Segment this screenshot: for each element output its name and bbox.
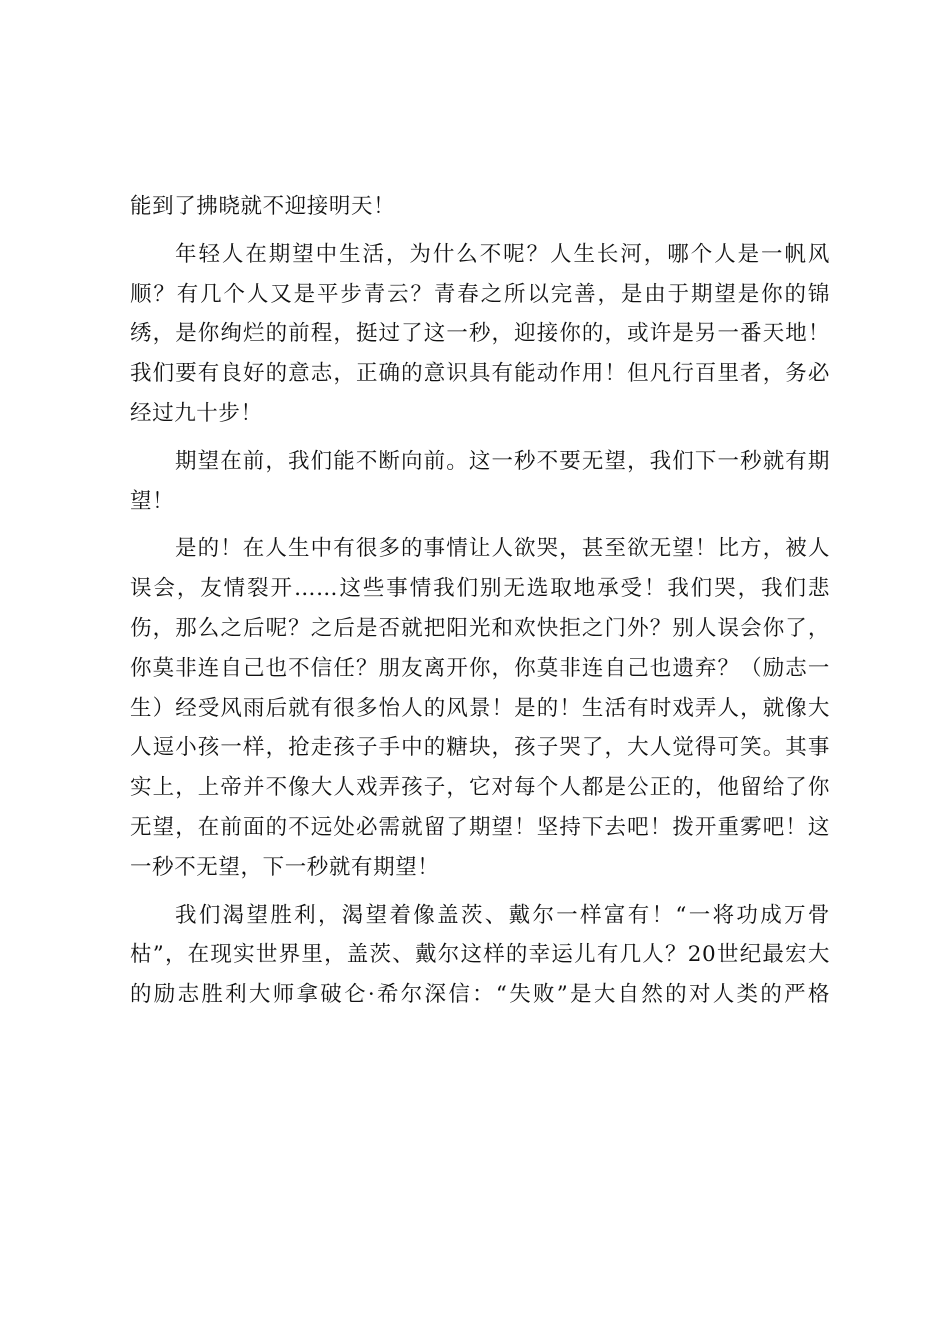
body-text [130,187,830,1015]
text-line: 误会，友情裂开……这些事情我们别无选取地承受！我们哭，我们悲 [130,576,830,602]
text-line: 枯”，在现实世界里，盖茨、戴尔这样的幸运儿有几人？20世纪最宏大 [130,942,830,968]
text-line: 期望在前，我们能不断向前。这一秒不要无望，我们下一秒就有期 [175,448,830,474]
text-line: 绣，是你绚烂的前程，挺过了这一秒，迎接你的，或许是另一番天地！ [130,321,830,347]
text-line: 无望，在前面的不远处必需就留了期望！坚持下去吧！拨开重雾吧！这 [130,814,830,840]
text-line: 是的！在人生中有很多的事情让人欲哭，甚至欲无望！比方，被人 [175,536,830,562]
text-line: 望！ [130,488,175,514]
paragraph [130,442,830,522]
text-line: 顺？有几个人又是平步青云？青春之所以完善，是由于期望是你的锦 [130,281,830,307]
text-line: 能到了拂晓就不迎接明天！ [130,194,396,219]
text-line: 生）经受风雨后就有很多怡人的风景！是的！生活有时戏弄人，就像大 [130,695,830,721]
text-line: 人逗小孩一样，抢走孩子手中的糖块，孩子哭了，大人觉得可笑。其事 [130,735,830,761]
text-line: 一秒不无望，下一秒就有期望！ [130,854,440,880]
text-line: 我们渴望胜利，渴望着像盖茨、戴尔一样富有！“一将功成万骨 [175,902,830,928]
paragraph [130,529,830,887]
text-line: 经过九十步！ [130,400,263,426]
text-line: 实上，上帝并不像大人戏弄孩子，它对每个人都是公正的，他留给了你 [130,775,830,801]
paragraph [130,235,830,434]
paragraph [130,187,830,227]
text-line: 你莫非连自己也不信任？朋友离开你，你莫非连自己也遗弃？（励志一 [130,655,830,681]
text-line: 的励志胜利大师拿破仑·希尔深信：“失败”是大自然的对人类的严格 [130,982,830,1008]
text-line: 年轻人在期望中生活，为什么不呢？人生长河，哪个人是一帆风 [175,241,830,267]
text-line: 我们要有良好的意志，正确的意识具有能动作用！但凡行百里者，务必 [130,361,830,387]
paragraph [130,896,830,1015]
text-line: 伤，那么之后呢？之后是否就把阳光和欢快拒之门外？别人误会你了， [130,615,830,641]
